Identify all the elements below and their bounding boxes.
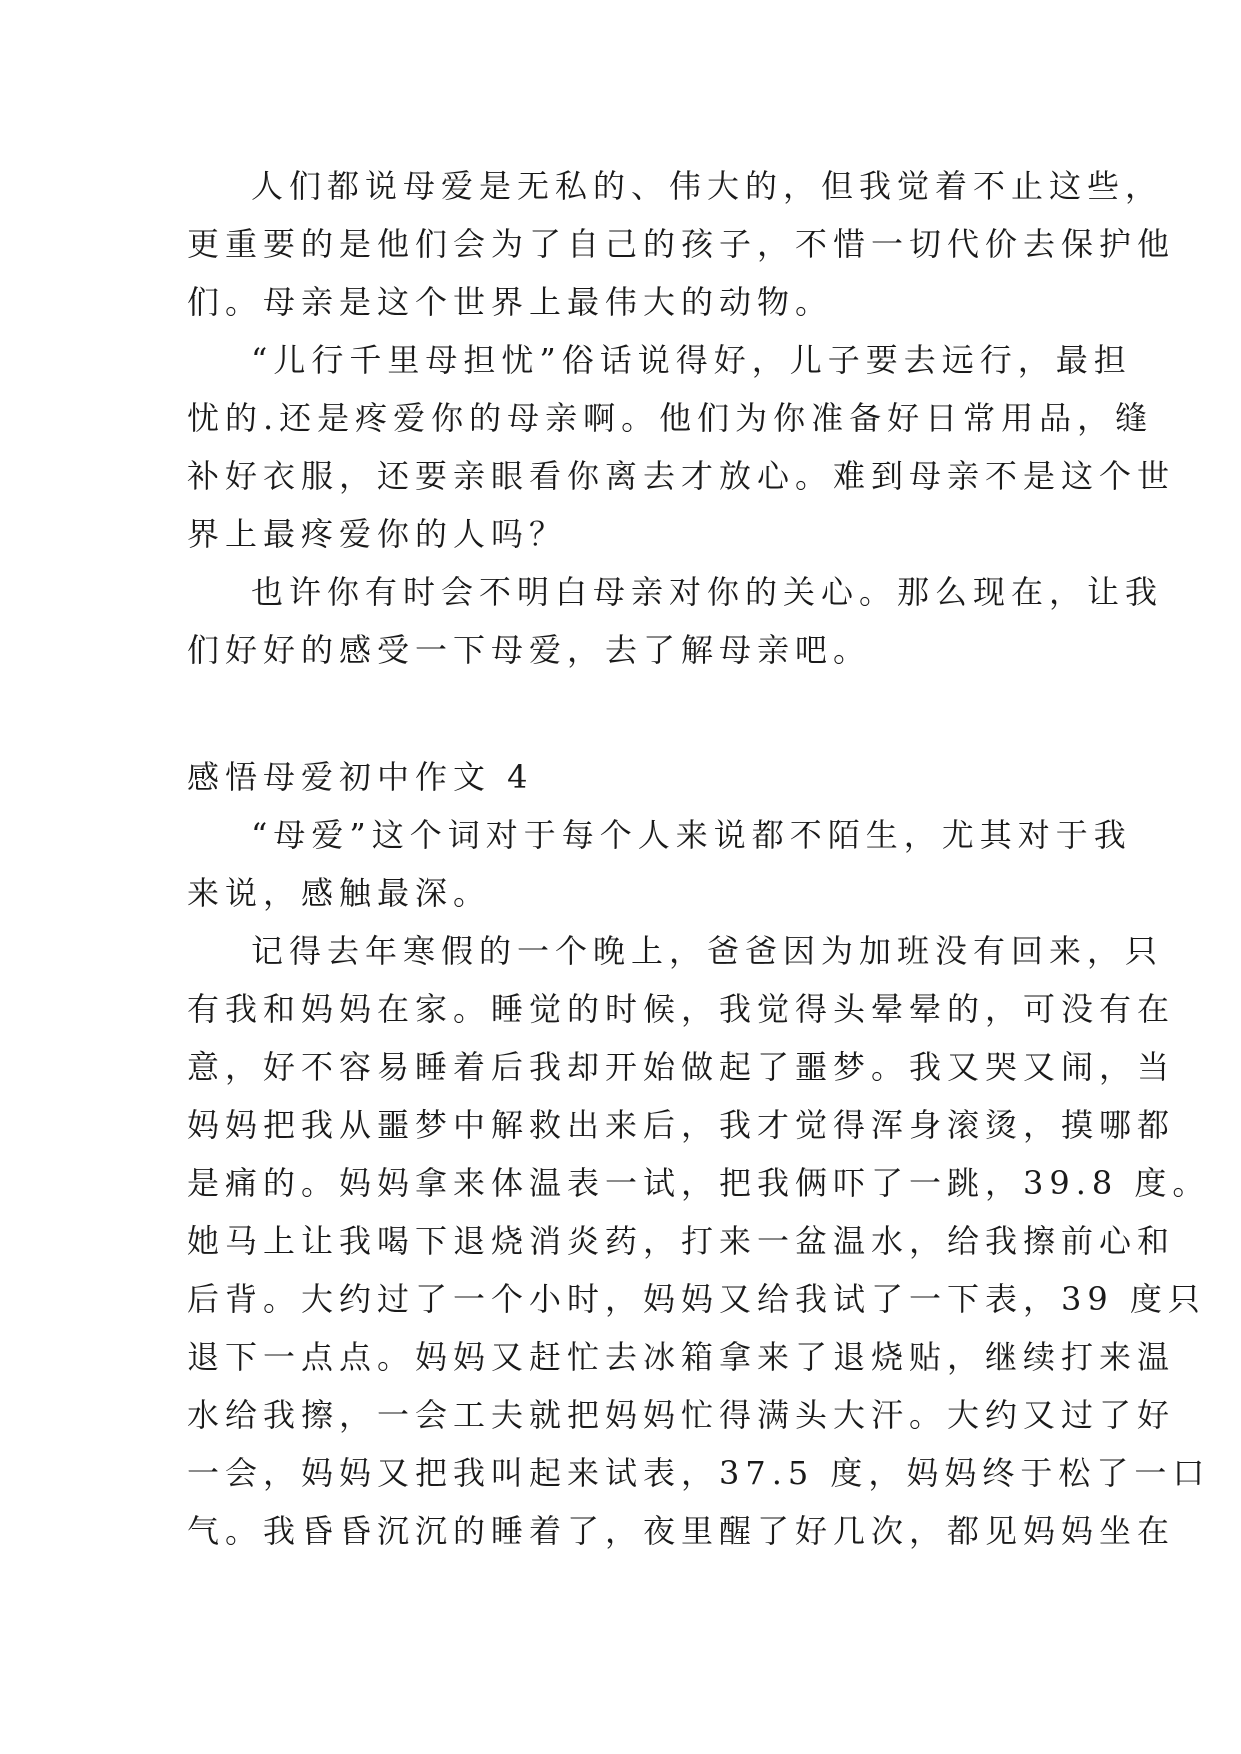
text-line: 更重要的是他们会为了自己的孩子，不惜一切代价去保护他 (187, 225, 1176, 263)
text-line: 她马上让我喝下退烧消炎药，打来一盆温水，给我擦前心和 (187, 1222, 1176, 1260)
text-line: 补好衣服，还要亲眼看你离去才放心。难到母亲不是这个世 (187, 457, 1176, 495)
essay-section-previous (187, 157, 1176, 679)
text-line: 后背。大约过了一个小时，妈妈又给我试了一下表，39 度只 (187, 1280, 1206, 1318)
text-line: 有我和妈妈在家。睡觉的时候，我觉得头晕晕的，可没有在 (187, 990, 1176, 1028)
text-line: 退下一点点。妈妈又赶忙去冰箱拿来了退烧贴，继续打来温 (187, 1338, 1176, 1376)
text-line: 记得去年寒假的一个晚上，爸爸因为加班没有回来，只 (251, 932, 1164, 970)
essay-section-4 (187, 748, 1211, 1560)
text-line: 一会，妈妈又把我叫起来试表，37.5 度，妈妈终于松了一口 (187, 1454, 1211, 1492)
text-line: 来说，感触最深。 (187, 874, 492, 912)
text-line: 界上最疼爱你的人吗？ (187, 515, 568, 553)
text-line: 气。我昏昏沉沉的睡着了，夜里醒了好几次，都见妈妈坐在 (187, 1512, 1176, 1550)
text-line: 们好好的感受一下母爱，去了解母亲吧。 (187, 631, 872, 669)
text-line: 忧的.还是疼爱你的母亲啊。他们为你准备好日常用品，缝 (187, 399, 1154, 437)
text-line: 妈妈把我从噩梦中解救出来后，我才觉得浑身滚烫，摸哪都 (187, 1106, 1176, 1144)
text-line: “儿行千里母担忧”俗话说得好，儿子要去远行，最担 (251, 341, 1132, 379)
text-line: 意，好不容易睡着后我却开始做起了噩梦。我又哭又闹，当 (187, 1048, 1176, 1086)
essay-heading: 感悟母爱初中作文 4 (187, 758, 534, 796)
text-line: 水给我擦，一会工夫就把妈妈忙得满头大汗。大约又过了好 (187, 1396, 1176, 1434)
text-line: 也许你有时会不明白母亲对你的关心。那么现在，让我 (251, 573, 1164, 611)
text-line: 是痛的。妈妈拿来体温表一试，把我俩吓了一跳，39.8 度。 (187, 1164, 1211, 1202)
text-line: 们。母亲是这个世界上最伟大的动物。 (187, 283, 834, 321)
text-line: “母爱”这个词对于每个人来说都不陌生，尤其对于我 (251, 816, 1132, 854)
text-line: 人们都说母爱是无私的、伟大的，但我觉着不止这些， (251, 167, 1164, 205)
